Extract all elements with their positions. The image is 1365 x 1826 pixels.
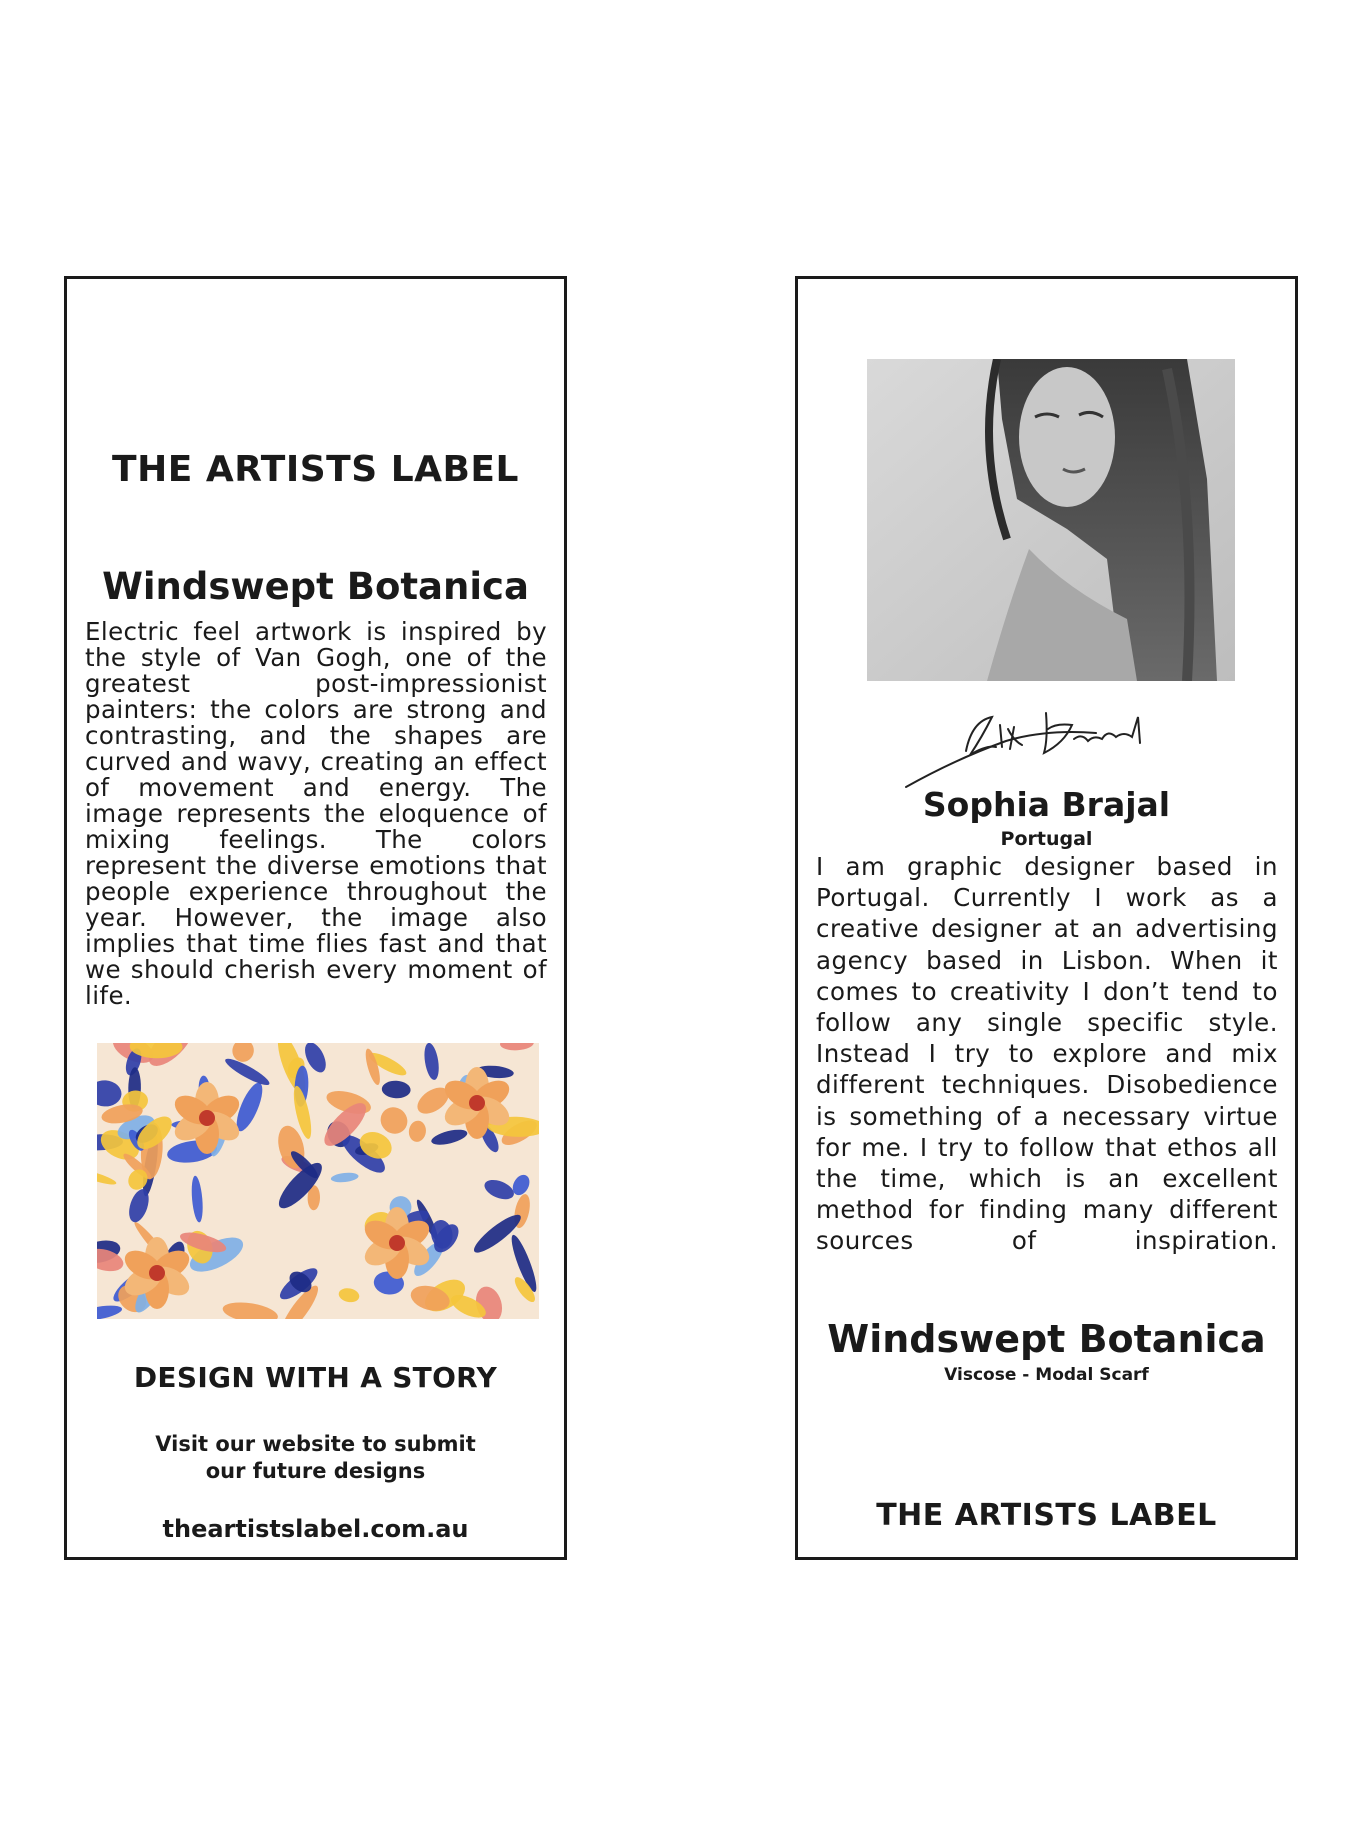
website-link[interactable]: theartistslabel.com.au	[162, 1515, 469, 1543]
brand-name: THE ARTISTS LABEL	[112, 449, 519, 490]
cta-line-1: Visit our website to submit	[155, 1432, 476, 1456]
artist-bio: I am graphic designer based in Portugal. Currently I work as a creative designer at an advertising agency based in Lisbon. When it comes to creativity I don’t tend to follow any single specific style. Instead I try to explore and mix different techniques. Disobedience is something of a necessary virtue for me. I try to follow that ethos all the time, which is an excellent method for finding many different sources of inspiration.	[816, 852, 1278, 1256]
tagline: DESIGN WITH A STORY	[133, 1361, 498, 1394]
artist-name: Sophia Brajal	[922, 785, 1171, 824]
artist-country: Portugal	[1000, 828, 1093, 850]
artist-portrait	[867, 359, 1235, 681]
product-subtitle: Viscose - Modal Scarf	[944, 1365, 1149, 1385]
artist-signature	[896, 699, 1176, 799]
artist-label-card	[795, 276, 1298, 1560]
artwork-description: Electric feel artwork is inspired by the style of Van Gogh, one of the greatest post-impressionist painters: the colors are strong and contrasting, and the shapes are curved and wavy, creating an effect of movement and energy. The image represents the eloquence of mixing feelings. The colors represent the diverse emotions that people experience throughout the year. However, the image also implies that time flies fast and that we should cherish every moment of life.	[85, 617, 547, 1010]
brand-name: THE ARTISTS LABEL	[876, 1498, 1217, 1533]
artwork-image	[97, 1043, 539, 1319]
artwork-label-card	[64, 276, 567, 1560]
product-title: Windswept Botanica	[827, 1317, 1266, 1361]
cta-line-2: our future designs	[205, 1459, 426, 1483]
artwork-title: Windswept Botanica	[102, 565, 529, 608]
